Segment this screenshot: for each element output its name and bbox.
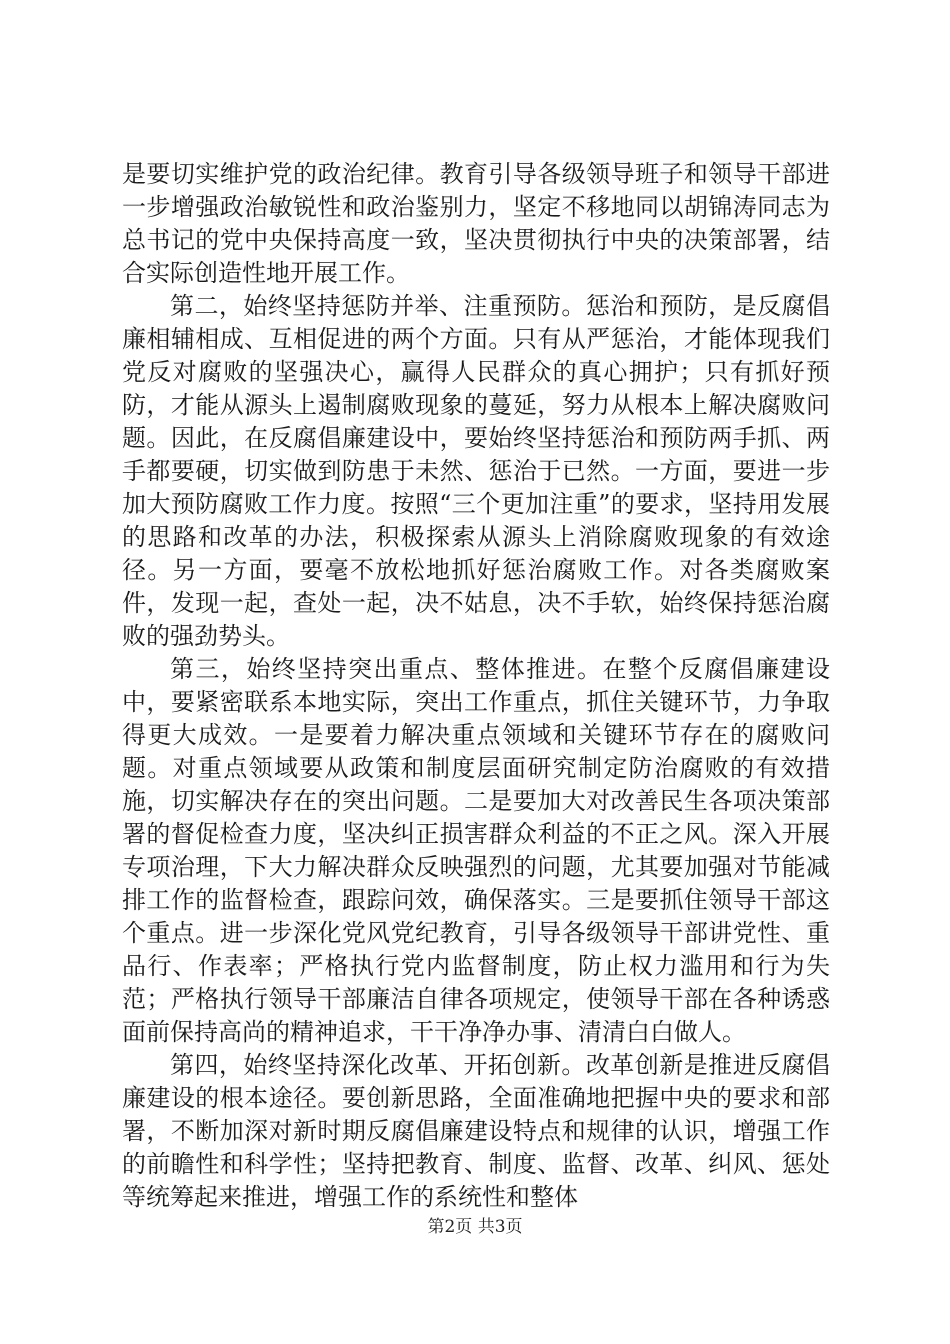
page-number-footer: 第2页 共3页 <box>427 1217 523 1237</box>
document-body <box>122 158 830 1214</box>
paragraph-4: 第四，始终坚持深化改革、开拓创新。改革创新是推进反腐倡廉建设的根本途径。要创新思路，全面准确地把握中央的要求和部署，不断加深对新时期反腐倡廉建设特点和规律的认识，增强工作的前瞻性和科学性；坚持把教育、制度、监督、改革、纠风、惩处等统筹起来推进，增强工作的系统性和整体 <box>122 1051 830 1211</box>
paragraph-1: 是要切实维护党的政治纪律。教育引导各级领导班子和领导干部进一步增强政治敏锐性和政治鉴别力，坚定不移地同以胡锦涛同志为总书记的党中央保持高度一致，坚决贯彻执行中央的决策部署，结合实际创造性地开展工作。 <box>122 160 830 287</box>
paragraph-2: 第二，始终坚持惩防并举、注重预防。惩治和预防，是反腐倡廉相辅相成、互相促进的两个方面。只有从严惩治，才能体现我们党反对腐败的坚强决心，赢得人民群众的真心拥护；只有抓好预防，才能从源头上遏制腐败现象的蔓延，努力从根本上解决腐败问题。因此，在反腐倡廉建设中，要始终坚持惩治和预防两手抓、两手都要硬，切实做到防患于未然、惩治于已然。一方面，要进一步加大预防腐败工作力度。按照“三个更加注重”的要求，坚持用发展的思路和改革的办法，积极探索从源头上消除腐败现象的有效途径。另一方面，要毫不放松地抓好惩治腐败工作。对各类腐败案件，发现一起，查处一起，决不姑息，决不手软，始终保持惩治腐败的强劲势头。 <box>122 292 830 650</box>
paragraph-3: 第三，始终坚持突出重点、整体推进。在整个反腐倡廉建设中，要紧密联系本地实际，突出工作重点，抓住关键环节，力争取得更大成效。一是要着力解决重点领域和关键环节存在的腐败问题。对重点领域要从政策和制度层面研究制定防治腐败的有效措施，切实解决存在的突出问题。二是要加大对改善民生各项决策部署的督促检查力度，坚决纠正损害群众利益的不正之风。深入开展专项治理，下大力解决群众反映强烈的问题，尤其要加强对节能减排工作的监督检查，跟踪问效，确保落实。三是要抓住领导干部这个重点。进一步深化党风党纪教育，引导各级领导干部讲党性、重品行、作表率；严格执行党内监督制度，防止权力滥用和行为失范；严格执行领导干部廉洁自律各项规定，使领导干部在各种诱惑面前保持高尚的精神追求，干干净净办事、清清白白做人。 <box>122 655 830 1046</box>
